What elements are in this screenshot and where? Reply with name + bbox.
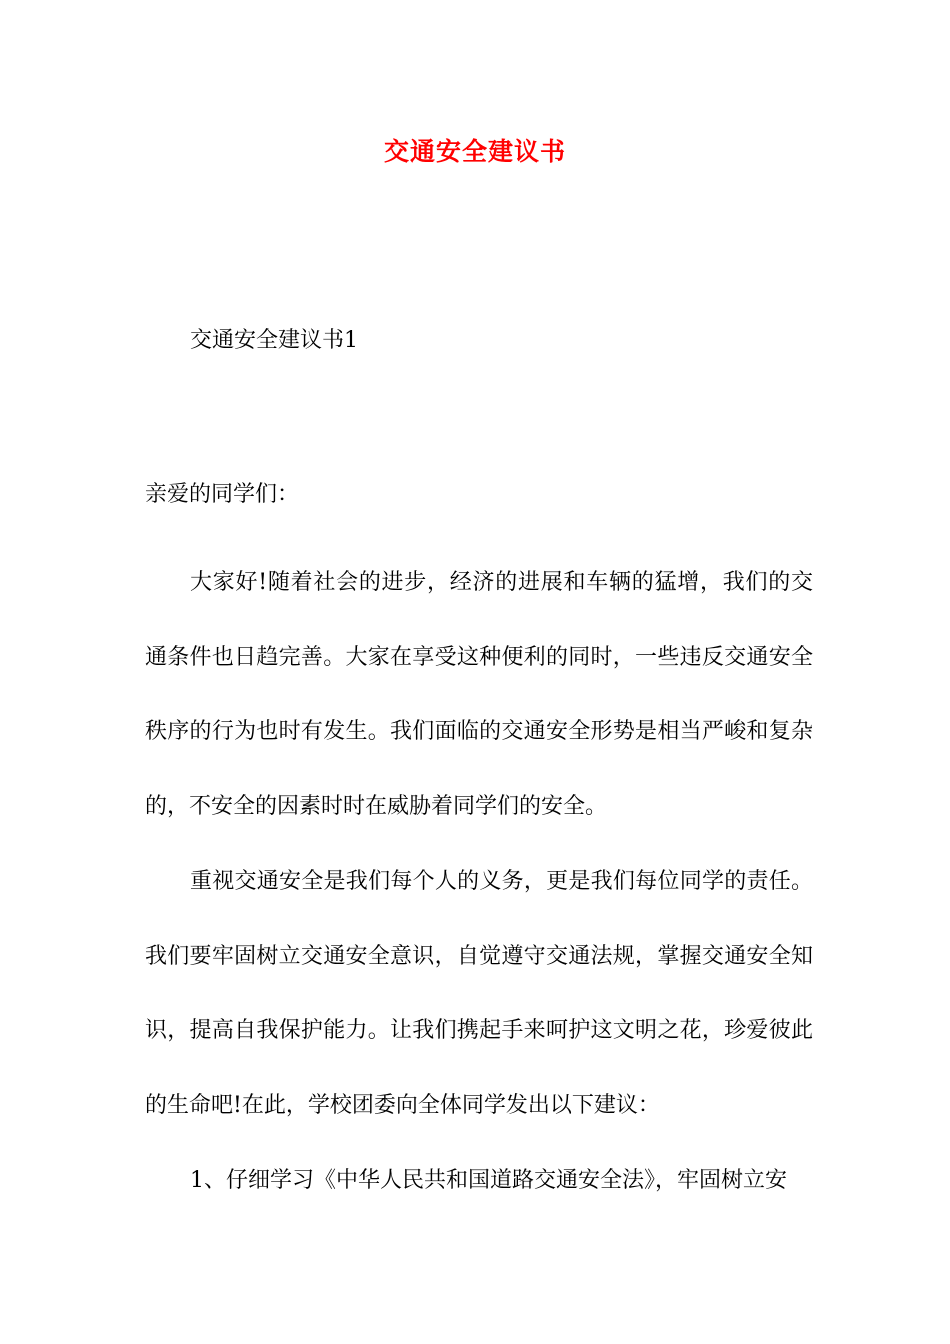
document-body	[145, 546, 813, 1218]
salutation: 亲爱的同学们：	[145, 482, 300, 507]
paragraph-3: 1、仔细学习《中华人民共和国道路交通安全法》，牢固树立安	[190, 1167, 787, 1193]
paragraph-1: 大家好!随着社会的进步，经济的进展和车辆的猛增，我们的交通条件也日趋完善。大家在享受这种便利的同时，一些违反交通安全秩序的行为也时有发生。我们面临的交通安全形势是相当严峻和复杂的，不安全的因素时时在威胁着同学们的安全。	[145, 570, 813, 820]
document-title: 交通安全建议书	[383, 137, 566, 166]
document-subtitle: 交通安全建议书1	[190, 328, 358, 353]
paragraph-2: 重视交通安全是我们每个人的义务，更是我们每位同学的责任。我们要牢固树立交通安全意识，自觉遵守交通法规，掌握交通安全知识，提高自我保护能力。让我们携起手来呵护这文明之花，珍爱彼此的生命吧!在此，学校团委向全体同学发出以下建议：	[145, 868, 813, 1118]
